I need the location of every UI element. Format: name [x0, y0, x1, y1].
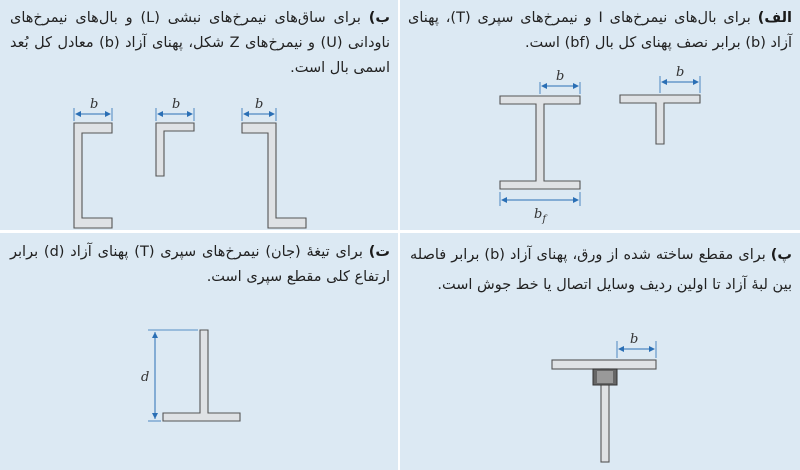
- cell-te-body: برای تیغهٔ (جان) نیمرخ‌های سپری (T) پهنای آزاد (d) برابر ارتفاع کلی مقطع سپری است.: [10, 244, 390, 285]
- angle-b-symbol: b: [172, 97, 181, 112]
- i-b-symbol: b: [556, 69, 565, 84]
- cell-be: [0, 0, 398, 230]
- i-section-shape: [500, 96, 580, 189]
- horizontal-divider: [0, 230, 800, 233]
- tee-d-symbol: d: [141, 370, 150, 385]
- built-up-b-symbol: b: [630, 332, 639, 347]
- channel-section-shape: [74, 123, 112, 228]
- cell-pe-label: پ): [770, 247, 792, 263]
- cell-alef-label: الف): [757, 10, 792, 26]
- cell-pe-body: برای مقطع ساخته شده از ورق، پهنای آزاد (b) برابر فاصله بین لبهٔ آزاد تا اولین ردیف وسایل اتصال یا خط جوش است.: [410, 247, 792, 293]
- i-and-t-section-diagram: [400, 0, 800, 230]
- cell-alef: [400, 0, 800, 230]
- z-section-shape: [242, 123, 306, 228]
- z-b-symbol: b: [255, 97, 264, 112]
- built-up-section-diagram: [400, 233, 800, 470]
- vertical-divider: [398, 0, 400, 470]
- angle-section-shape: [156, 123, 194, 176]
- cell-te-label: ت): [368, 244, 390, 260]
- i-bf-symbol: $b_f$: [534, 207, 547, 225]
- t-section-shape: [620, 95, 700, 144]
- tee-stem-diagram: [0, 233, 398, 470]
- cell-be-body: برای ساق‌های نیمرخ‌های نبشی (L) و بال‌های نیمرخ‌های ناودانی (U) و نیمرخ‌های Z شکل، پهنای آزاد (b) معادل کل بُعد اسمی بال است.: [10, 10, 390, 76]
- channel-b-symbol: b: [90, 97, 99, 112]
- cell-be-label: ب): [368, 10, 390, 26]
- t-b-symbol: b: [676, 65, 685, 80]
- angle-channel-z-diagram: [0, 0, 398, 230]
- cell-pe: [400, 233, 800, 470]
- tee-section-shape: [163, 330, 240, 421]
- cell-alef-body: برای بال‌های نیمرخ‌های I و نیمرخ‌های سپری (T)، پهنای آزاد (b) برابر نصف پهنای کل بال (bf) است.: [408, 10, 792, 51]
- fastener-head: [597, 371, 613, 383]
- cell-te: [0, 233, 398, 470]
- built-up-plate: [552, 360, 656, 369]
